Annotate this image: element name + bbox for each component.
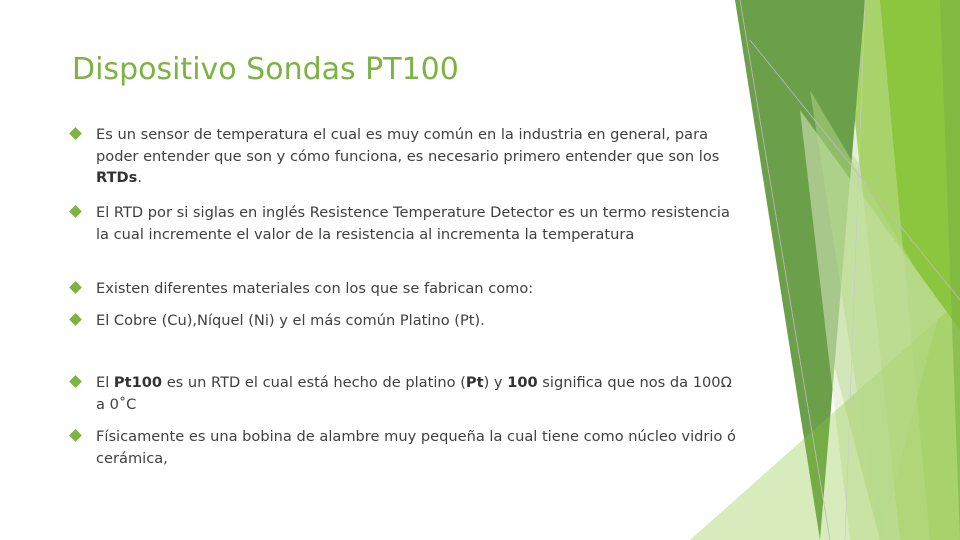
text-run: ) y	[483, 374, 508, 391]
text-run: El	[96, 374, 114, 391]
bullet-text	[96, 278, 736, 300]
text-run: Existen diferentes materiales con los que se fabrican como:	[96, 280, 534, 297]
text-run: Físicamente es una bobina de alambre muy pequeña la cual tiene como núcleo vidrio ó cerámica,	[96, 428, 736, 467]
bullet-text	[96, 310, 736, 332]
text-run: .	[137, 169, 142, 186]
text-run: es un RTD el cual está hecho de platino (	[162, 374, 466, 391]
text-run: Es un sensor de temperatura el cual es muy común en la industria en general, para poder entender que son y cómo funciona, es necesario primero entender que son los	[96, 126, 720, 165]
bullet-text	[96, 426, 736, 469]
bold-term: RTDs	[96, 169, 138, 186]
text-run: El RTD por si siglas en inglés Resistence Temperature Detector es un termo resistencia la cual incremente el valor de la resistencia al incrementa la temperatura	[96, 204, 730, 243]
text-run: El Cobre (Cu),Níquel (Ni) y el más común Platino (Pt).	[96, 312, 485, 329]
bold-term: Pt100	[113, 374, 163, 391]
bullet-text	[96, 372, 736, 415]
bold-term: 100	[507, 374, 538, 391]
slide-title: Dispositivo Sondas PT100	[72, 52, 459, 87]
text-run: significa que nos da 100Ω a 0˚C	[96, 374, 732, 413]
bold-term: Pt	[465, 374, 484, 391]
bullet-text	[96, 124, 736, 189]
bullet-text	[96, 202, 736, 245]
